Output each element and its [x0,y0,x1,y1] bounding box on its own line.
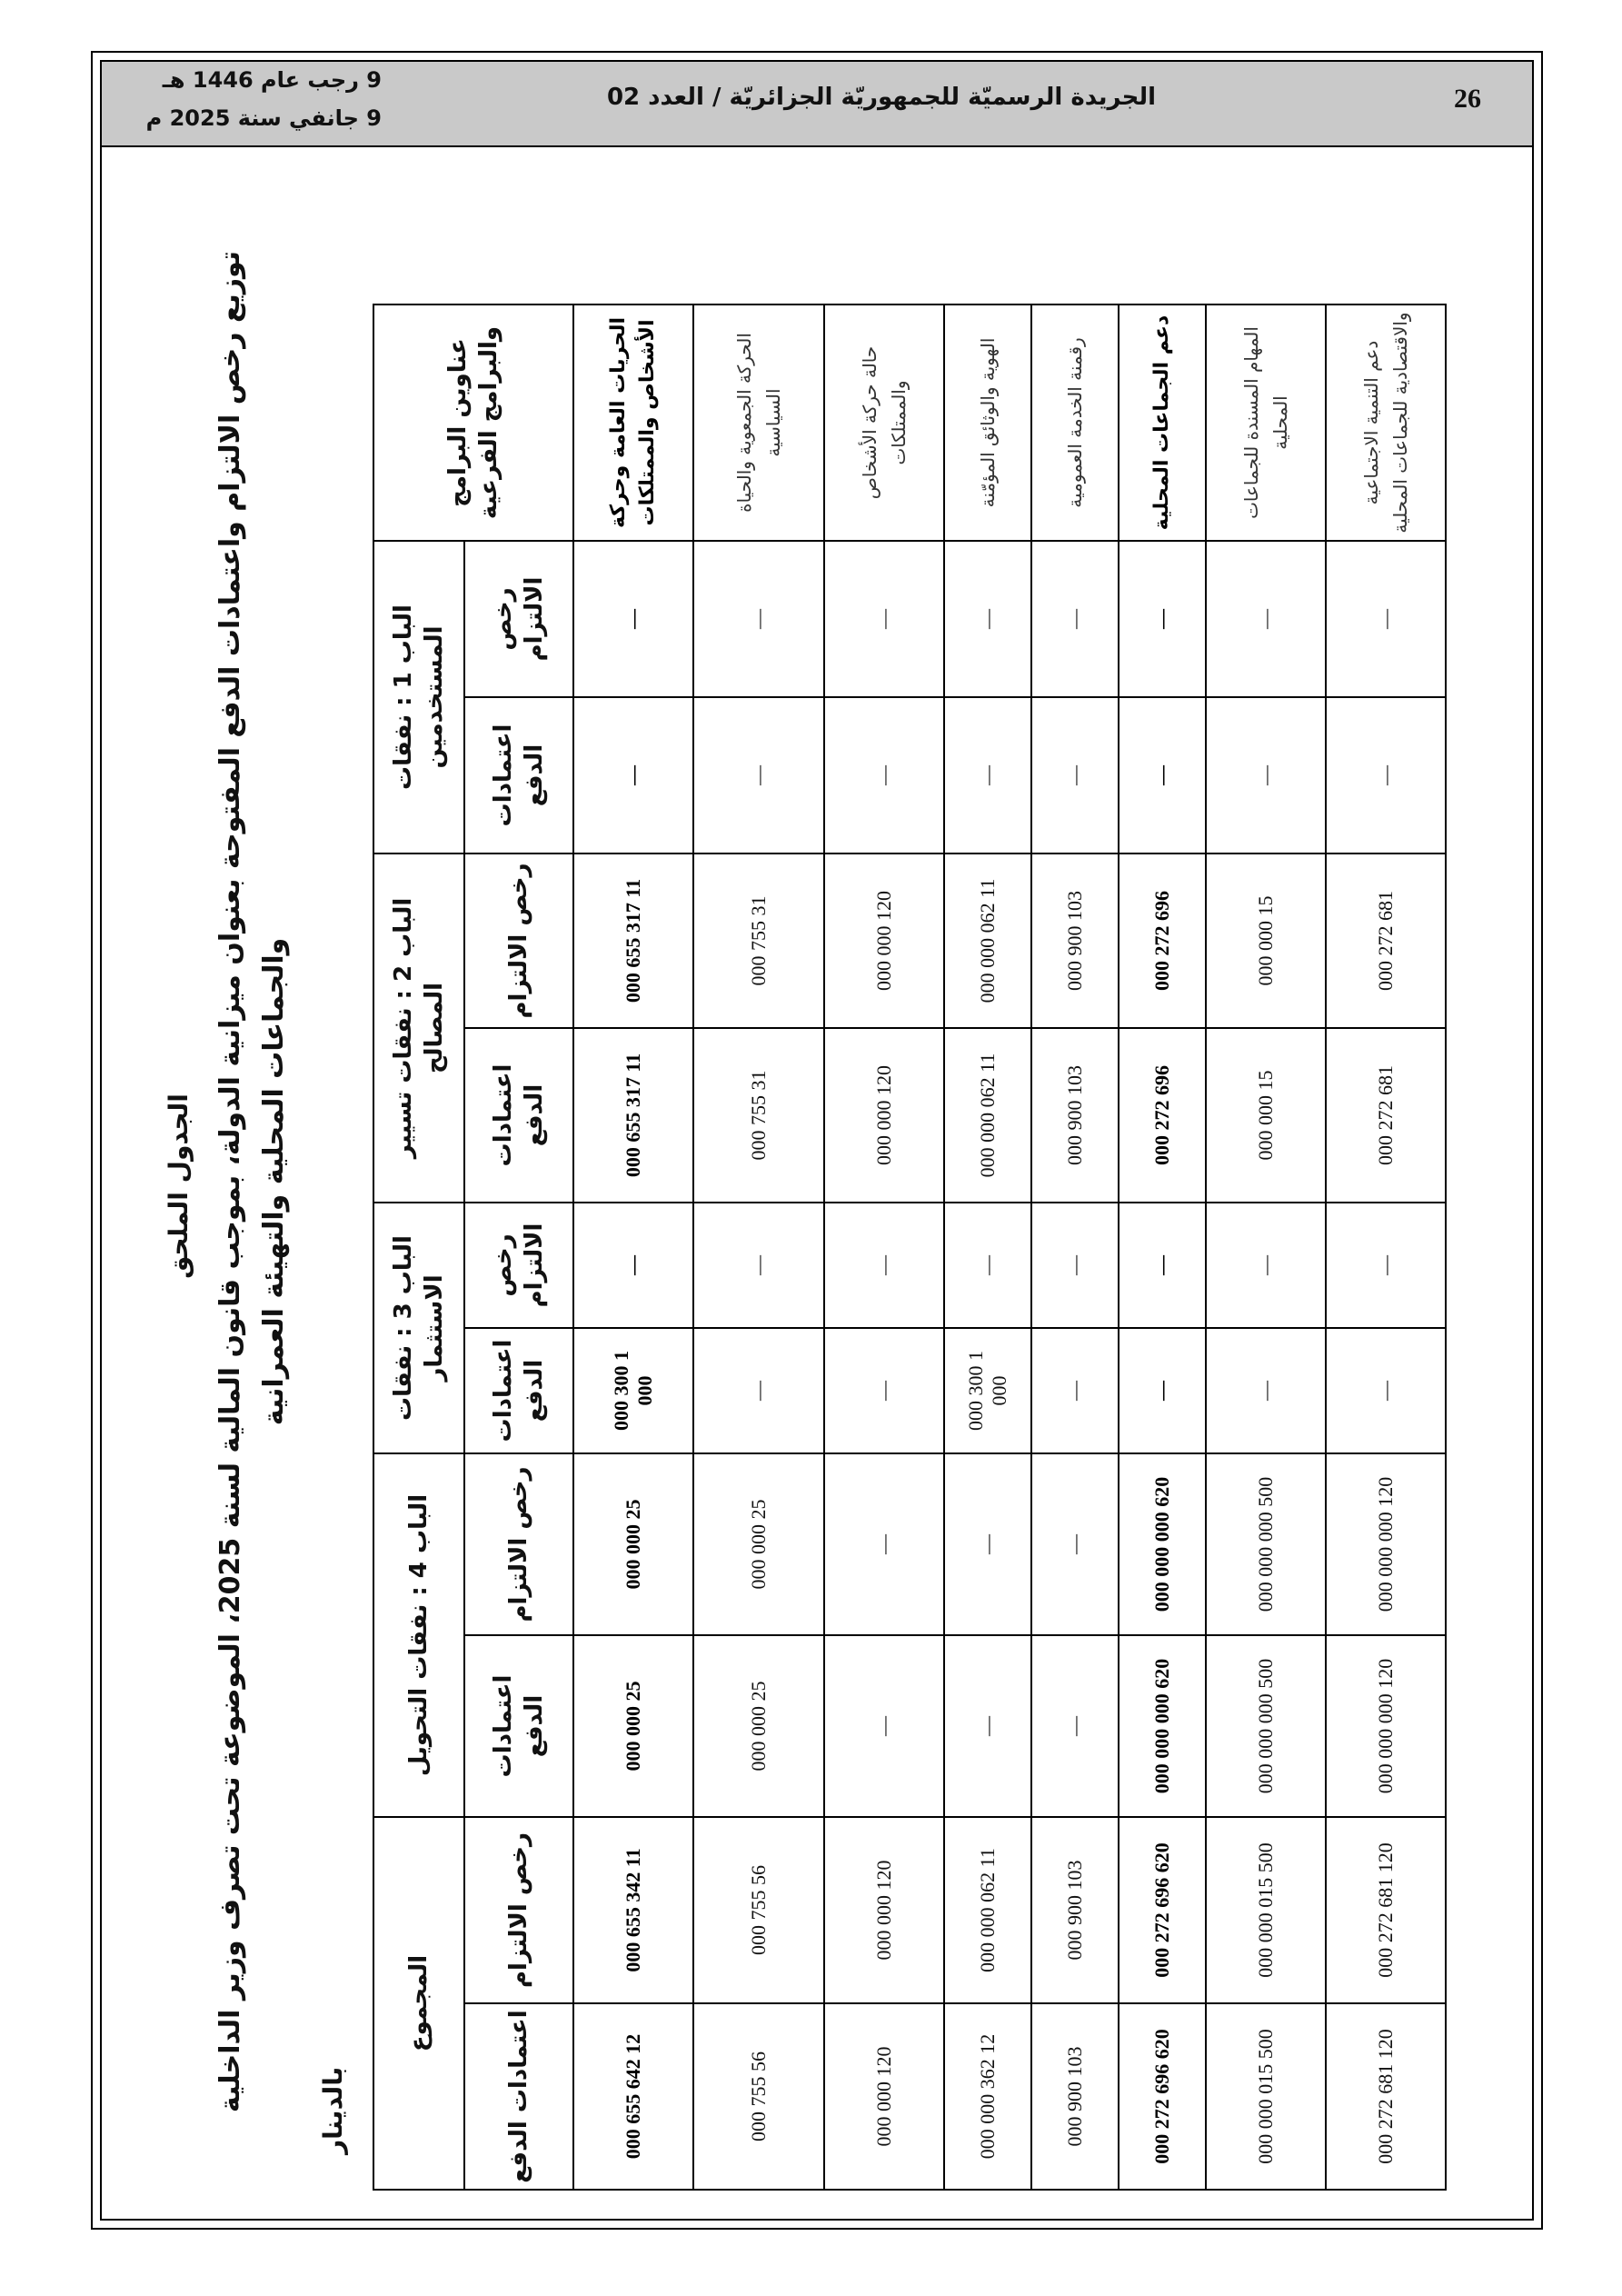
amount-cell: — [1206,541,1326,697]
amount-cell: 620 696 272 000 [1119,1817,1206,2003]
amount-cell: — [1119,1328,1206,1453]
amount-cell: — [944,541,1031,697]
program-cell: دعم الجماعات المحلية [1119,304,1206,541]
amount-cell: 11 317 655 000 [573,854,693,1028]
table-row [573,304,693,2190]
amount-cell: 103 900 000 [1031,854,1119,1028]
amount-cell: 103 900 000 [1031,2003,1119,2190]
budget-table [373,304,1447,2191]
header-cp: اعتمادات الدفع [464,1635,573,1817]
program-cell: رقمنة الخدمة العمومية [1031,304,1119,541]
amount-cell: — [573,541,693,697]
header-ae: رخص الالتزام [464,854,573,1028]
table-row [693,304,824,2190]
amount-cell: 681 272 000 [1326,854,1446,1028]
amount-cell: 696 272 000 [1119,854,1206,1028]
amount-cell: 11 062 000 000 [944,1028,1031,1203]
amount-cell: — [944,1635,1031,1817]
amount-cell: 120 000 000 [824,854,944,1028]
amount-cell: 1 300 000 000 [573,1328,693,1453]
table-row [1119,304,1206,2190]
header-cp: اعتمادات الدفع [464,1328,573,1453]
journal-title: الجريدة الرسميّة للجمهوريّة الجزائريّة / العدد 02 [606,84,1157,111]
amount-cell: 12 362 000 000 [944,2003,1031,2190]
header-ae: رخص الالتزام [464,541,573,697]
amount-cell: — [693,1203,824,1328]
header-ae: رخص الالتزام [464,1203,573,1328]
amount-cell: 103 900 000 [1031,1028,1119,1203]
amount-cell: 500 015 000 000 [1206,2003,1326,2190]
program-cell: الحريات العامة وحركة الأشخاص والممتلكات [573,304,693,541]
amount-cell: 25 000 000 [573,1453,693,1635]
amount-cell: 500 000 000 000 [1206,1453,1326,1635]
header-ae: رخص الالتزام [464,1453,573,1635]
amount-cell: — [1206,1203,1326,1328]
amount-cell: 11 317 655 000 [573,1028,693,1203]
amount-cell: 120 681 272 000 [1326,2003,1446,2190]
annex-caption: الجدول الملحق [164,1093,194,1279]
amount-cell: 25 000 000 [573,1635,693,1817]
amount-cell: — [693,1328,824,1453]
annex-title: توزيع رخص الالتزام واعتمادات الدفع المفتوحة بعنوان ميزانية الدولة، بموجب قانون المالية لسنة 2025، الموضوعة تحت تصرف وزير الداخلية والجماعات المحلية والتهيئة العمرانية [214,250,290,2113]
table-row [944,304,1031,2190]
header-programs: عناوين البرامج والبرامج الفرعية [373,304,573,541]
amount-cell: 120 000 000 [824,2003,944,2190]
program-cell: المهام المسندة للجماعات المحلية [1206,304,1326,541]
amount-cell: 31 755 000 [693,854,824,1028]
amount-cell: 620 000 000 000 [1119,1635,1206,1817]
amount-cell: — [1326,1328,1446,1453]
amount-cell: — [1326,697,1446,854]
amount-cell: 25 000 000 [693,1635,824,1817]
amount-cell: — [944,697,1031,854]
amount-cell: 15 000 000 [1206,854,1326,1028]
header-cp: اعتمادات الدفع [464,1028,573,1203]
amount-cell: — [824,1453,944,1635]
table-body [573,304,1446,2190]
amount-cell: 120 681 272 000 [1326,1817,1446,2003]
header-cp: اعتمادات الدفع [464,697,573,854]
amount-cell: — [1206,697,1326,854]
header-title1: الباب 1 : نفقات المستخدمين [373,541,464,854]
amount-cell: — [1206,1328,1326,1453]
amount-cell: — [693,697,824,854]
amount-cell: — [1326,541,1446,697]
page-number: 26 [1454,84,1481,114]
table-row [824,304,944,2190]
amount-cell: 11 062 000 000 [944,1817,1031,2003]
amount-cell: 56 755 000 [693,2003,824,2190]
amount-cell: — [824,697,944,854]
amount-cell: 15 000 000 [1206,1028,1326,1203]
amount-cell: — [1031,1635,1119,1817]
date-hijri: 9 رجب عام 1446 هـ [162,67,382,93]
amount-cell: 31 755 000 [693,1028,824,1203]
table-row [1326,304,1446,2190]
program-cell: الحركة الجمعوية والحياة السياسية [693,304,824,541]
amount-cell: 11 062 000 000 [944,854,1031,1028]
amount-cell: 120 000 000 [824,1817,944,2003]
amount-cell: 12 642 655 000 [573,2003,693,2190]
header-total: المجموع [373,1817,464,2190]
amount-cell: 103 900 000 [1031,1817,1119,2003]
program-cell: الهوية والوثائق المؤمّنة [944,304,1031,541]
amount-cell: — [824,1328,944,1453]
amount-cell: 620 000 000 000 [1119,1453,1206,1635]
amount-cell: — [824,541,944,697]
amount-cell: 25 000 000 [693,1453,824,1635]
amount-cell: 500 015 000 000 [1206,1817,1326,2003]
amount-cell: — [1119,697,1206,854]
amount-cell: 120 000 000 [824,1028,944,1203]
amount-cell: — [944,1203,1031,1328]
amount-cell: — [573,697,693,854]
program-cell: دعم التنمية الاجتماعية والاقتصادية للجماعات المحلية [1326,304,1446,541]
amount-cell: — [1031,1328,1119,1453]
amount-cell: 1 300 000 000 [944,1328,1031,1453]
amount-cell: — [944,1453,1031,1635]
amount-cell: 620 696 272 000 [1119,2003,1206,2190]
amount-cell: — [824,1203,944,1328]
amount-cell: — [1119,1203,1206,1328]
amount-cell: — [1031,1453,1119,1635]
amount-cell: — [693,541,824,697]
date-gregorian: 9 جانفي سنة 2025 م [145,105,382,131]
header-cp: اعتمادات الدفع [464,2003,573,2190]
amount-cell: 120 000 000 000 [1326,1635,1446,1817]
header-title3: الباب 3 : نفقات الاستثمار [373,1203,464,1453]
amount-cell: 11 342 655 000 [573,1817,693,2003]
table-row [1206,304,1326,2190]
amount-cell: — [824,1635,944,1817]
amount-cell: 696 272 000 [1119,1028,1206,1203]
amount-cell: — [1031,541,1119,697]
amount-cell: 500 000 000 000 [1206,1635,1326,1817]
amount-cell: — [1119,541,1206,697]
amount-cell: — [1031,697,1119,854]
amount-cell: 56 755 000 [693,1817,824,2003]
table-row [1031,304,1119,2190]
amount-cell: — [1326,1203,1446,1328]
amount-cell: 681 272 000 [1326,1028,1446,1203]
header-title4: الباب 4 : نفقات التحويل [373,1453,464,1817]
header-title2: الباب 2 : نفقات تسيير المصالح [373,854,464,1203]
header-ae: رخص الالتزام [464,1817,573,2003]
rotated-annex [164,182,1508,2191]
amount-cell: 120 000 000 000 [1326,1453,1446,1635]
amount-cell: — [1031,1203,1119,1328]
currency-unit: بالدينار [318,2066,348,2154]
program-cell: حالة حركة الأشخاص والممتلكات [824,304,944,541]
amount-cell: — [573,1203,693,1328]
